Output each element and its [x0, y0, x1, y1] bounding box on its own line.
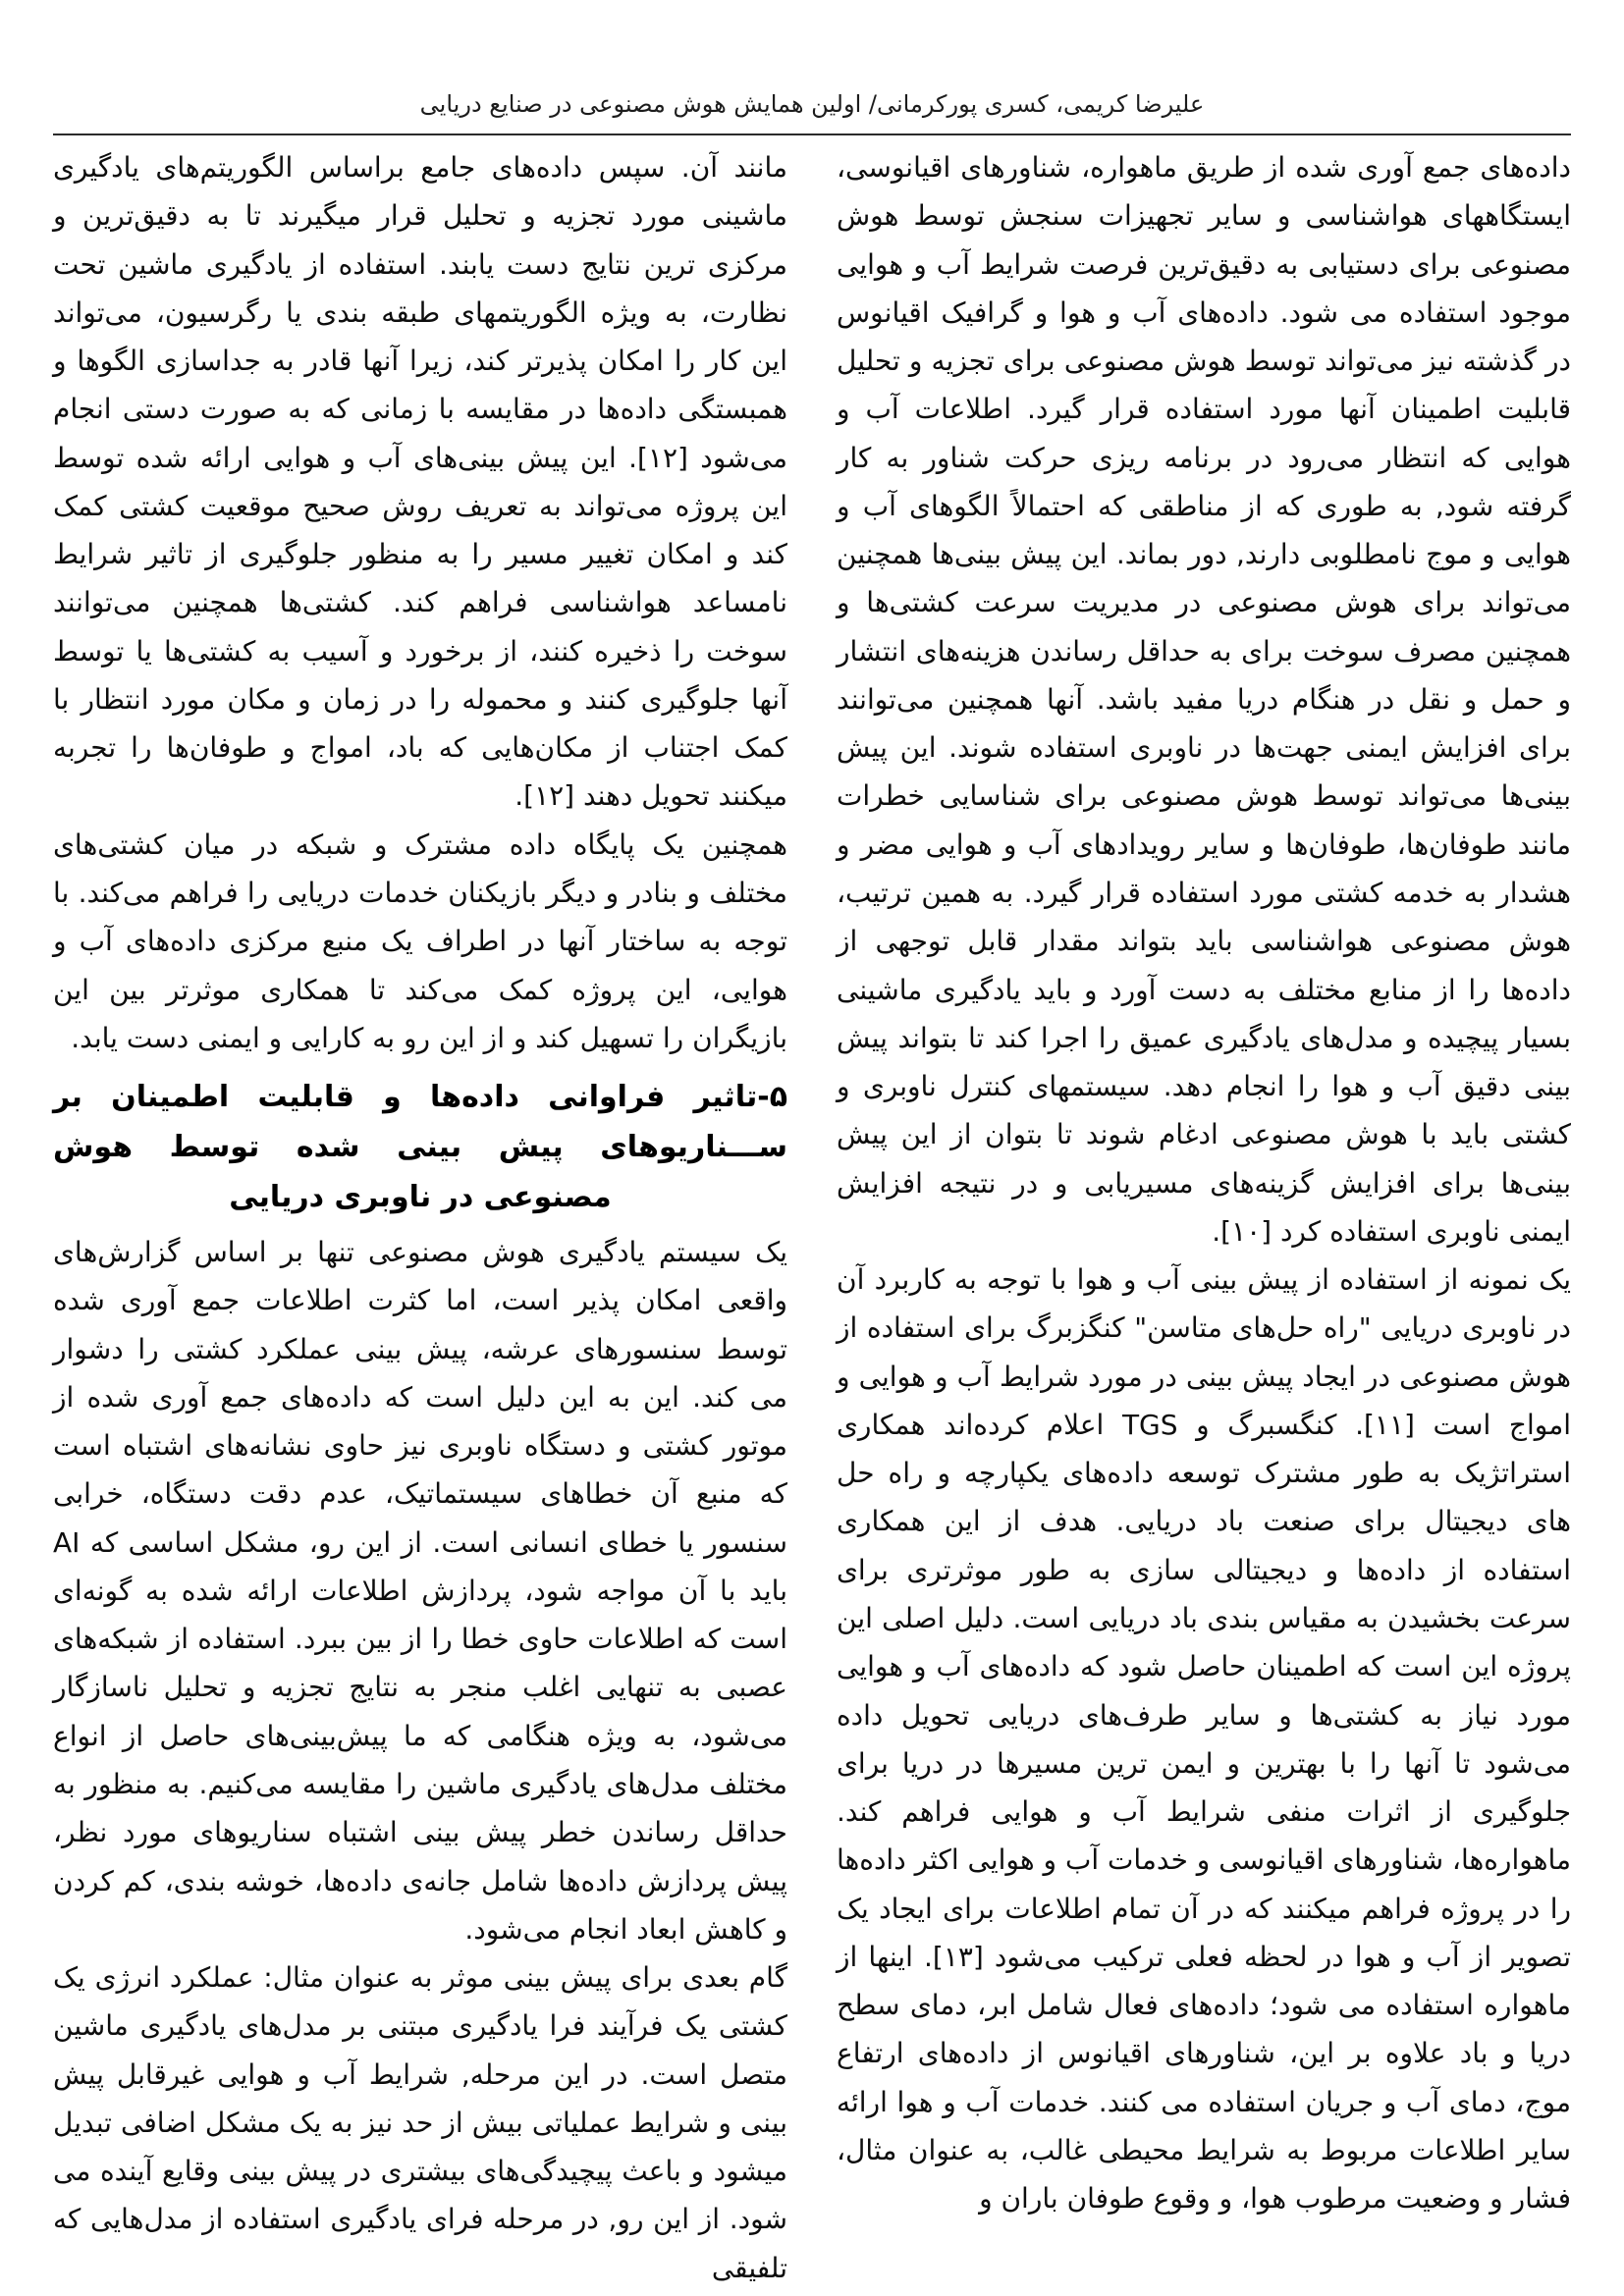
body-paragraph: یک سیستم یادگیری هوش مصنوعی تنها بر اساس گزارش‌های واقعی امکان پذیر است، اما کثرت اطلاعات جمع آوری شده توسط سنسورهای عرشه، پیش بینی عملکرد کشتی را دشوار می کند. این به این دلیل است که داده‌های جمع آوری شده از موتور کشتی و دستگاه ناوبری نیز حاوی نشانه‌های اشتباه است که منبع آن خطاهای سیستماتیک، عدم دقت دستگاه، خرابی سنسور یا خطای انسانی است. از این رو، مشکل اساسی که AI باید با آن مواجه شود، پردازش اطلاعات ارائه شده به گونه‌ای است که اطلاعات حاوی خطا را از بین ببرد. استفاده از شبکه‌های عصبی به تنهایی اغلب منجر به نتایج تجزیه و تحلیل ناسازگار می‌شود، به ویژه هنگامی که ما پیش‌بینی‌های حاصل از انواع مختلف مدل‌های یادگیری ماشین را مقایسه می‌کنیم. به منظور به حداقل رساندن خطر پیش بینی اشتباه سناریوهای مورد نظر، پیش پردازش داده‌ها شامل جانه‌ی داده‌ها، خوشه بندی، کم کردن و کاهش ابعاد انجام می‌شود. — [53, 1236, 787, 1946]
body-paragraph: همچنین یک پایگاه داده مشترک و شبکه در میان کشتی‌های مختلف و بنادر و دیگر بازیکنان خدمات دریایی را فراهم می‌کند. با توجه به ساختار آنها در اطراف یک منبع مرکزی داده‌های آب و هوایی، این پروژه کمک می‌کند تا همکاری موثرتر بین این بازیگران را تسهیل کند و از این رو به کارایی و ایمنی دست یابد. — [53, 828, 787, 1054]
left-column — [53, 143, 787, 2292]
section-5-heading: ۵-تاثیر فراوانی داده‌ها و قابلیت اطمینان بر ســـناریوهای پیش بینی شده توسط هوش مصنوعی در ناوبری دریایی — [53, 1080, 787, 1215]
two-column-body — [53, 143, 1571, 2292]
running-head: علیرضا کریمی، کسری پورکرمانی/ اولین همایش هوش مصنوعی در صنایع دریایی — [419, 90, 1205, 118]
right-column — [837, 143, 1571, 2292]
body-paragraph: یک نمونه از استفاده از پیش بینی آب و هوا با توجه به کاربرد آن در ناوبری دریایی "راه حل‌های متاسن" کنگزبرگ برای استفاده از هوش مصنوعی در ایجاد پیش بینی در مورد شرایط آب و هوایی و امواج است [۱۱]. کنگسبرگ و TGS اعلام کرده‌اند همکاری استراتژیک به طور مشترک توسعه داده‌های یکپارچه و راه حل های دیجیتال برای صنعت باد دریایی. هدف از این همکاری استفاده از داده‌ها و دیجیتالی سازی به طور موثرتری برای سرعت بخشیدن به مقیاس بندی باد دریایی است. دلیل اصلی این پروژه این است که اطمینان حاصل شود که داده‌های آب و هوایی مورد نیاز به کشتی‌ها و سایر طرف‌های دریایی تحویل داده می‌شود تا آنها را با بهترین و ایمن ترین مسیرها در دریا برای جلوگیری از اثرات منفی شرایط آب و هوایی فراهم کند. ماهواره‌ها، شناورهای اقیانوسی و خدمات آب و هوایی اکثر داده‌ها را در پروژه فراهم میکنند که در آن تمام اطلاعات برای ایجاد یک تصویر از آب و هوا در لحظه فعلی ترکیب می‌شود [۱۳]. اینها از ماهواره استفاده می شود؛ داده‌های فعال شامل ابر، دمای سطح دریا و باد علاوه بر این، شناورهای اقیانوس از داده‌های ارتفاع موج، دمای آب و جریان استفاده می کنند. خدمات آب و هوا ارائه سایر اطلاعات مربوط به شرایط محیطی غالب، به عنوان مثال، فشار و وضعیت مرطوب هوا، و وقوع طوفان باران و — [837, 1263, 1571, 2216]
body-paragraph: گام بعدی برای پیش بینی موثر به عنوان مثال: عملکرد انرژی یک کشتی یک فرآیند فرا یادگیری مبتنی بر مدل‌های یادگیری ماشین متصل است. در این مرحله, شرایط آب و هوایی غیرقابل پیش بینی و شرایط عملیاتی بیش از حد نیز به یک مشکل اضافی تبدیل میشود و باعث پیچیدگی‌های بیشتری در پیش بینی وقایع آینده می شود. از این رو, در مرحله فرای یادگیری استفاده از مدل‌هایی که تلفیقی — [53, 1961, 787, 2284]
body-paragraph: داده‌های جمع آوری شده از طریق ماهواره، شناورهای اقیانوسی، ایستگاههای هواشناسی و سایر تجهیزات سنجش توسط هوش مصنوعی برای دستیابی به دقیق‌ترین فرصت شرایط آب و هوایی موجود استفاده می شود. داده‌های آب و هوا و گرافیک اقیانوس در گذشته نیز می‌تواند توسط هوش مصنوعی برای تجزیه و تحلیل قابلیت اطمینان آنها مورد استفاده قرار گیرد. اطلاعات آب و هوایی که انتظار می‌رود در برنامه ریزی حرکت شناور به کار گرفته شود, به طوری که از مناطقی که احتمالاً الگوهای آب و هوایی و موج نامطلوبی دارند, دور بماند. این پیش بینی‌ها همچنین می‌تواند برای هوش مصنوعی در مدیریت سرعت کشتی‌ها و همچنین مصرف سوخت برای به حداقل رساندن هزینه‌های انتشار و حمل و نقل در هنگام دریا مفید باشد. آنها همچنین می‌توانند برای افزایش ایمنی جهت‌ها در ناوبری استفاده شوند. این پیش بینی‌ها می‌تواند توسط هوش مصنوعی برای شناسایی خطرات مانند طوفان‌ها، طوفان‌ها و سایر رویدادهای آب و هوایی مضر و هشدار به خدمه کشتی مورد استفاده قرار گیرد. به همین ترتیب، هوش مصنوعی هواشناسی باید بتواند مقدار قابل توجهی از داده‌ها را از منابع مختلف به دست آورد و باید یادگیری ماشینی بسیار پیچیده و مدل‌های یادگیری عمیق را اجرا کند تا بتواند پیش بینی دقیق آب و هوا را انجام دهد. سیستمهای کنترل ناوبری و کشتی باید با هوش مصنوعی ادغام شوند تا بتوان از این پیش بینی‌ها برای افزایش گزینه‌های مسیریابی و در نتیجه افزایش ایمنی ناوبری استفاده کرد [۱۰]. — [837, 151, 1571, 1248]
header-rule — [53, 133, 1571, 135]
body-paragraph: مانند آن. سپس داده‌های جامع براساس الگوریتم‌های یادگیری ماشینی مورد تجزیه و تحلیل قرار میگیرند تا به دقیق‌ترین و مرکزی ترین نتایج دست یابند. استفاده از یادگیری ماشین تحت نظارت، به ویژه الگوریتمهای طبقه بندی یا رگرسیون، می‌تواند این کار را امکان پذیرتر کند، زیرا آنها قادر به جداسازی الگوها و همبستگی داده‌ها در مقایسه با زمانی که به صورت دستی انجام می‌شود [۱۲]. این پیش بینی‌های آب و هوایی ارائه شده توسط این پروژه می‌تواند به تعریف روش صحیح موقعیت کشتی کمک کند و امکان تغییر مسیر را به منظور جلوگیری از تاثیر شرایط نامساعد هواشناسی فراهم کند. کشتی‌ها همچنین می‌توانند سوخت را ذخیره کنند، از برخورد و آسیب به کشتی‌ها یا توسط آنها جلوگیری کنند و محموله را در زمان و مکان مورد انتظار با کمک اجتناب از مکان‌هایی که باد، امواج و طوفان‌ها را تجربه میکنند تحویل دهند [۱۲]. — [53, 151, 787, 813]
